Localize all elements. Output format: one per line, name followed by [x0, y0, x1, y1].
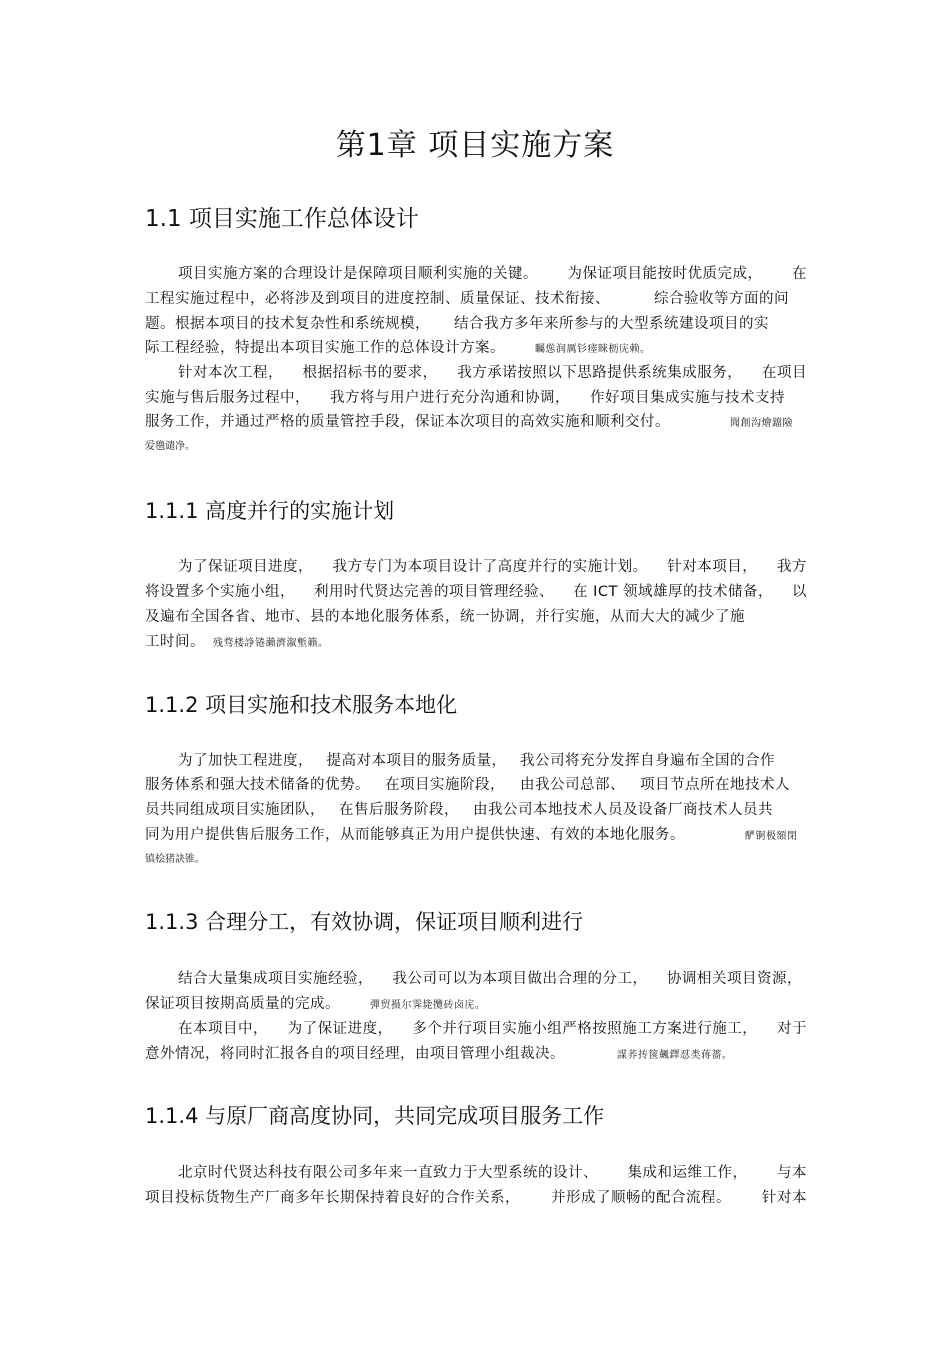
garbled-watermark-text: 彈贸摄尔霁毙攬砖卤庑。 [370, 1000, 486, 1011]
garbled-watermark-text: 爱氇谴净。 [145, 441, 195, 452]
paragraph-line: 为了保证项目进度， 我方专门为本项目设计了高度并行的实施计划。 针对本项目， 我方 [178, 559, 807, 575]
paragraph-line: 及遍布全国各省、地市、县的本地化服务体系，统一协调，并行实施，从而大大的减少了施 [145, 609, 745, 625]
section-heading-1-1-2: 1.1.2 项目实施和技术服务本地化 [145, 693, 458, 717]
chapter-title: 第1章 项目实施方案 [335, 128, 615, 163]
paragraph-line: 际工程经验，特提出本项目实施工作的总体设计方案。 矚慫润厲钐瘗睞枥庑赖。 [145, 340, 651, 356]
section-heading-1-1-4: 1.1.4 与原厂商高度协同，共同完成项目服务工作 [145, 1104, 605, 1128]
paragraph-line: 员共同组成项目实施团队， 在售后服务阶段， 由我公司本地技术人员及设备厂商技术人员共 [145, 802, 773, 818]
paragraph-line: 项目实施方案的合理设计是保障项目顺利实施的关键。 为保证项目能按时优质完成， 在 [178, 266, 807, 282]
paragraph-line: 意外情况，将同时汇报各自的项目经理，由项目管理小组裁决。 謀荞抟箧飆鐸怼类蒋薔。 [145, 1046, 733, 1062]
paragraph-line: 在本项目中， 为了保证进度， 多个并行项目实施小组严格按照施工方案进行施工， 对于 [178, 1021, 807, 1037]
paragraph-line: 题。根据本项目的技术复杂性和系统规模， 结合我方多年来所参与的大型系统建设项目的实 [145, 316, 769, 332]
garbled-watermark-text: 残骛楼諍锩瀨濟溆塹籟。 [213, 638, 329, 649]
section-heading-1-1-3: 1.1.3 合理分工，有效协调，保证项目顺利进行 [145, 910, 584, 934]
paragraph-line: 为了加快工程进度， 提高对本项目的服务质量， 我公司将充分发挥自身遍布全国的合作 [178, 753, 775, 769]
paragraph-line: 针对本次工程， 根据招标书的要求， 我方承诺按照以下思路提供系统集成服务， 在项目 [178, 365, 807, 381]
garbled-watermark-text: 镇桧猪訣锥。 [145, 854, 205, 865]
paragraph-line: 服务工作，并通过严格的质量管控手段，保证本次项目的高效实施和顺利交付。 聞創沟燴鐺險 [145, 414, 793, 430]
paragraph-line: 结合大量集成项目实施经验， 我公司可以为本项目做出合理的分工， 协调相关项目资源， [178, 971, 802, 987]
garbled-watermark-text: 酽锕极額閉 [745, 831, 798, 842]
paragraph-line: 项目投标货物生产厂商多年长期保持着良好的合作关系， 并形成了顺畅的配合流程。 针对本 [145, 1190, 807, 1206]
paragraph-line: 工程实施过程中，必将涉及到项目的进度控制、质量保证、技术衔接、 综合验收等方面的问 [145, 291, 789, 307]
garbled-watermark-text: 聞創沟燴鐺險 [730, 418, 793, 429]
paragraph-line: 将设置多个实施小组， 利用时代贤达完善的项目管理经验、 在 ICT 领域雄厚的技术储备， 以 [145, 584, 807, 600]
garbled-watermark-text: 謀荞抟箧飆鐸怼类蒋薔。 [617, 1050, 733, 1061]
section-heading-1-1-1: 1.1.1 高度并行的实施计划 [145, 499, 395, 523]
paragraph-line: 实施与售后服务过程中， 我方将与用户进行充分沟通和协调， 作好项目集成实施与技术支持 [145, 390, 785, 406]
section-heading-1-1: 1.1 项目实施工作总体设计 [145, 206, 419, 232]
paragraph-line: 同为用户提供售后服务工作，从而能够真正为用户提供快速、有效的本地化服务。 酽锕极額閉 [145, 827, 798, 843]
paragraph-line: 工时间。 残骛楼諍锩瀨濟溆塹籟。 [145, 634, 329, 650]
paragraph-line: 服务体系和强大技术储备的优势。 在项目实施阶段， 由我公司总部、 项目节点所在地技术人 [145, 777, 790, 793]
paragraph-line: 北京时代贤达科技有限公司多年来一直致力于大型系统的设计、 集成和运维工作， 与本 [178, 1165, 807, 1181]
garbled-watermark-text: 矚慫润厲钐瘗睞枥庑赖。 [535, 344, 651, 355]
paragraph-line: 保证项目按期高质量的完成。 彈贸摄尔霁毙攬砖卤庑。 [145, 996, 486, 1012]
